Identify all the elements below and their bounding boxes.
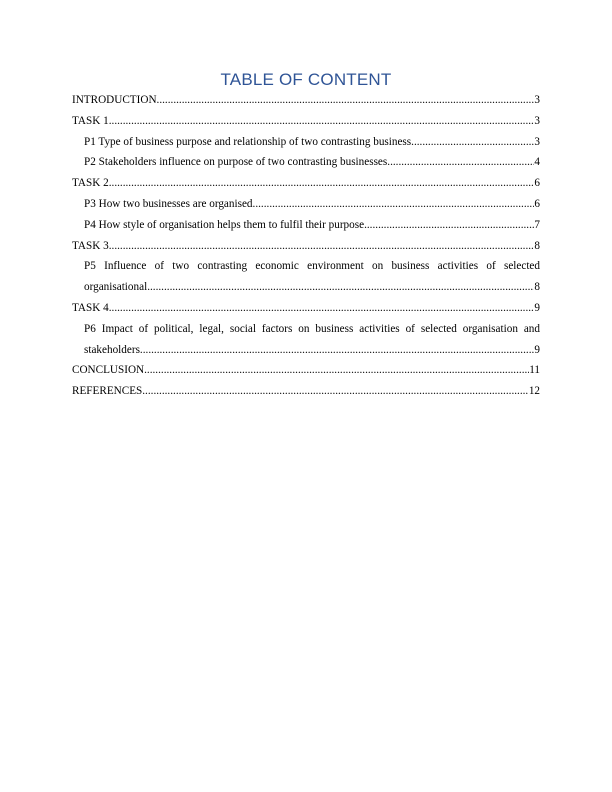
toc-entry-task-4[interactable] [72, 298, 540, 319]
dot-leader [109, 173, 535, 194]
toc-entry-p4[interactable] [84, 215, 540, 236]
dot-leader [411, 132, 534, 153]
toc-page-number: 8 [534, 239, 540, 252]
dot-leader [364, 215, 534, 236]
toc-page-number: 3 [534, 94, 540, 106]
toc-entry-text: P1 Type of business purpose and relationship of two contrasting business [84, 135, 412, 148]
toc-entry-text: REFERENCES [72, 385, 143, 398]
toc-entry-p2[interactable] [84, 152, 540, 173]
toc-entry-p6[interactable] [84, 319, 540, 361]
toc-page-number: 7 [534, 218, 540, 231]
dot-leader [387, 152, 534, 173]
toc-title: TABLE OF CONTENT [220, 70, 392, 89]
toc-entry-text-line2: stakeholders [84, 343, 140, 356]
toc-entry-p3[interactable] [84, 194, 540, 215]
dot-leader [140, 340, 534, 361]
toc-entry-task-1[interactable] [72, 111, 540, 132]
toc-page-number: 6 [534, 177, 540, 190]
table-of-contents [72, 90, 540, 402]
dot-leader [109, 298, 535, 319]
toc-entry-text: P2 Stakeholders influence on purpose of two contrasting businesses [84, 156, 388, 169]
toc-page-number: 6 [534, 197, 540, 210]
dot-leader [142, 381, 529, 402]
toc-page-number: 8 [534, 281, 540, 294]
toc-page-number: 3 [534, 114, 540, 127]
toc-entry-p5[interactable] [84, 256, 540, 298]
toc-page-number: 12 [528, 385, 540, 398]
toc-entry-references[interactable] [72, 381, 540, 402]
toc-entry-introduction[interactable] [72, 90, 540, 111]
toc-entry-text-line1: P6 Impact of political, legal, social factors on business activities of selected organisation and [84, 322, 540, 335]
toc-page-number: 9 [534, 301, 540, 314]
dot-leader [109, 236, 535, 257]
dot-leader [144, 360, 529, 381]
toc-entry-text: TASK 4 [72, 301, 109, 314]
toc-entry-text: CONCLUSION [72, 364, 145, 377]
toc-page-number: 3 [534, 135, 540, 148]
toc-entry-text-line2: organisational [84, 281, 148, 294]
dot-leader [253, 194, 535, 215]
toc-entry-text: TASK 2 [72, 177, 109, 190]
dot-leader [109, 111, 535, 132]
toc-entry-text: TASK 3 [72, 239, 109, 252]
toc-entry-text: INTRODUCTION [72, 94, 157, 106]
toc-page-number: 9 [534, 343, 540, 356]
toc-entry-text: P3 How two businesses are organised [84, 197, 253, 210]
toc-entry-text: TASK 1 [72, 114, 109, 127]
toc-page-number: 4 [534, 156, 540, 169]
toc-entry-text-line1: P5 Influence of two contrasting economic environment on business activities of selected [84, 260, 540, 273]
toc-entry-p1[interactable] [84, 132, 540, 153]
toc-entry-task-2[interactable] [72, 173, 540, 194]
toc-page-number: 11 [529, 364, 540, 377]
toc-entry-task-3[interactable] [72, 236, 540, 257]
dot-leader [157, 90, 535, 111]
toc-entry-text: P4 How style of organisation helps them to fulfil their purpose [84, 218, 365, 231]
dot-leader [147, 277, 534, 298]
toc-entry-conclusion[interactable] [72, 360, 540, 381]
